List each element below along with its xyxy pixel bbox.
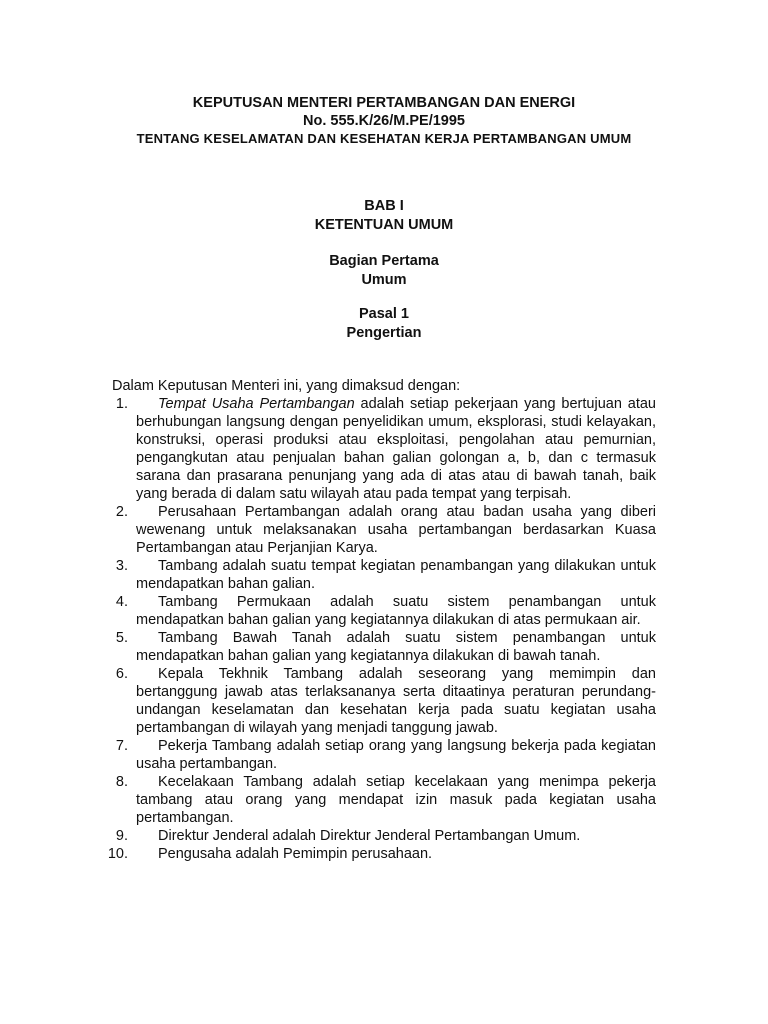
definition-list [104,395,656,863]
article-number: Pasal 1 [359,306,409,322]
item-text: Direktur Jenderal adalah Direktur Jenderal Pertambangan Umum. [158,828,581,844]
item-number: 2. [115,504,128,520]
item-number: 1. [115,396,128,412]
item-text: Pekerja Tambang adalah setiap orang yang langsung bekerja pada kegiatan usaha pertambangan. [136,738,656,772]
item-text [136,395,656,503]
item-text: Kecelakaan Tambang adalah setiap kecelakaan yang menimpa pekerja tambang atau orang yang mendapat izin masuk pada kegiatan usaha pertambangan. [136,774,656,826]
item-text: Kepala Tekhnik Tambang adalah seseorang yang memimpin dan bertanggung jawab atas terlaksananya serta ditaatinya peraturan perundang-undangan keselamatan dan kesehatan kerja pada suatu kegiatan usaha pertambangan di wilayah yang menjadi tanggung jawab. [136,666,656,736]
section-number: Bagian Pertama [329,253,439,269]
item-number: 6. [115,666,128,682]
article-intro: Dalam Keputusan Menteri ini, yang dimaksud dengan: [112,378,461,394]
item-text: Tambang Permukaan adalah suatu sistem penambangan untuk mendapatkan bahan galian yang kegiatannya dilakukan di atas permukaan air. [136,594,656,628]
list-item [104,845,656,863]
item-text: Tambang Bawah Tanah adalah suatu sistem penambangan untuk mendapatkan bahan galian yang kegiatannya dilakukan di bawah tanah. [136,630,656,664]
decree-title: KEPUTUSAN MENTERI PERTAMBANGAN DAN ENERGI [192,95,576,111]
item-body: adalah setiap pekerjaan yang bertujuan atau berhubungan langsung dengan penyelidikan umum, eksplorasi, studi kelayakan, konstruksi, operasi produksi atau eksploitasi, pengolahan atau pemurnian, pengangkutan atau penjualan bahan galian golongan a, b, dan c termasuk sarana dan prasarana penunjang yang ada di atas atau di bawah tanah, baik yang berada di dalam satu wilayah atau pada tempat yang terpisah. [136,396,656,502]
list-item [104,395,656,503]
chapter-heading [0,197,768,235]
document-title-block [0,94,768,148]
item-number: 5. [115,630,128,646]
item-number: 9. [115,828,128,844]
decree-number: No. 555.K/26/M.PE/1995 [303,113,465,129]
list-item [104,557,656,593]
item-text: Tambang adalah suatu tempat kegiatan penambangan yang dilakukan untuk mendapatkan bahan galian. [136,558,656,592]
article-heading [0,305,768,343]
chapter-title: KETENTUAN UMUM [314,217,454,233]
item-text: Pengusaha adalah Pemimpin perusahaan. [158,846,433,862]
item-text: Perusahaan Pertambangan adalah orang atau badan usaha yang diberi wewenang untuk melaksanakan usaha pertambangan berdasarkan Kuasa Pertambangan atau Perjanjian Karya. [136,504,656,556]
article-title: Pengertian [346,325,422,341]
item-number: 10. [107,846,128,862]
list-item [104,827,656,845]
item-number: 4. [115,594,128,610]
section-title: Umum [361,272,407,288]
section-heading [0,252,768,290]
item-term: Tempat Usaha Pertambangan [158,396,355,412]
list-item [104,665,656,737]
list-item [104,503,656,557]
list-item [104,773,656,827]
list-item [104,593,656,629]
list-item [104,629,656,665]
item-number: 3. [115,558,128,574]
item-number: 8. [115,774,128,790]
chapter-number: BAB I [364,198,404,214]
decree-subject: TENTANG KESELAMATAN DAN KESEHATAN KERJA PERTAMBANGAN UMUM [136,131,632,146]
list-item [104,737,656,773]
item-number: 7. [115,738,128,754]
